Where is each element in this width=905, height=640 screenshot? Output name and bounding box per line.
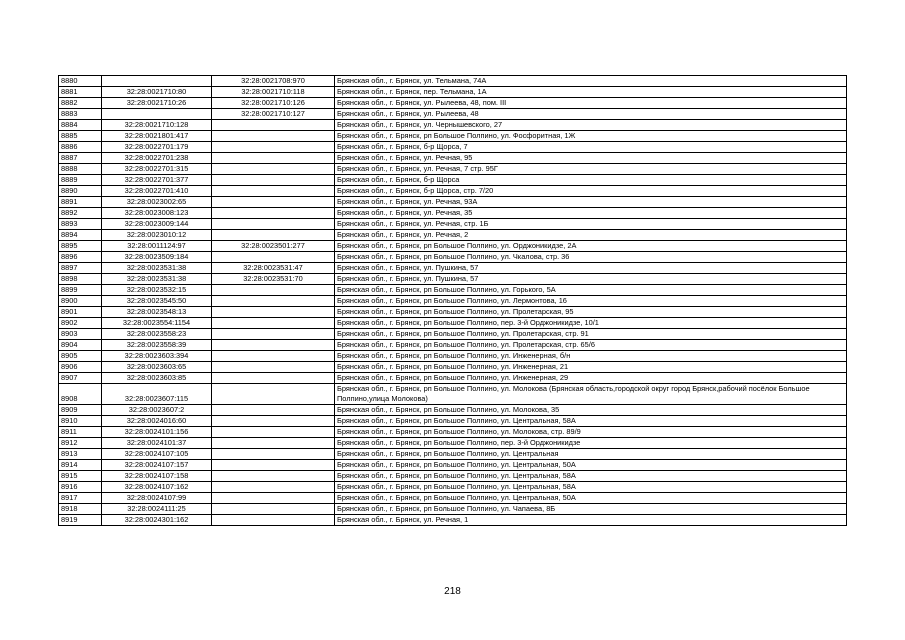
related-cadastral-number-cell <box>212 197 335 208</box>
cadastral-number-cell: 32:28:0023607:115 <box>102 384 212 405</box>
cadastral-number-cell: 32:28:0023607:2 <box>102 405 212 416</box>
address-cell: Брянская обл., г. Брянск, рп Большое Полпино, ул. Центральная, 50А <box>335 493 847 504</box>
table-row <box>59 340 847 351</box>
row-number-cell: 8895 <box>59 241 102 252</box>
cadastral-number-cell <box>102 109 212 120</box>
related-cadastral-number-cell <box>212 329 335 340</box>
row-number-cell: 8898 <box>59 274 102 285</box>
related-cadastral-number-cell <box>212 362 335 373</box>
address-cell: Брянская обл., г. Брянск, рп Большое Полпино, пер. 3-й Орджоникидзе <box>335 438 847 449</box>
cadastral-number-cell: 32:28:0021710:26 <box>102 98 212 109</box>
table-row <box>59 230 847 241</box>
address-cell: Брянская обл., г. Брянск, рп Большое Полпино, ул. Центральная <box>335 449 847 460</box>
related-cadastral-number-cell <box>212 438 335 449</box>
table-row <box>59 460 847 471</box>
row-number-cell: 8880 <box>59 76 102 87</box>
row-number-cell: 8883 <box>59 109 102 120</box>
table-row <box>59 186 847 197</box>
address-cell: Брянская обл., г. Брянск, рп Большое Полпино, ул. Инженерная, б/н <box>335 351 847 362</box>
related-cadastral-number-cell <box>212 384 335 405</box>
cadastral-number-cell: 32:28:0024107:157 <box>102 460 212 471</box>
cadastral-number-cell: 32:28:0023548:13 <box>102 307 212 318</box>
cadastral-number-cell: 32:28:0022701:410 <box>102 186 212 197</box>
related-cadastral-number-cell <box>212 208 335 219</box>
table-row <box>59 153 847 164</box>
address-cell: Брянская обл., г. Брянск, рп Большое Полпино, ул. Пролетарская, стр. 91 <box>335 329 847 340</box>
table-row <box>59 307 847 318</box>
table-row <box>59 98 847 109</box>
row-number-cell: 8892 <box>59 208 102 219</box>
related-cadastral-number-cell <box>212 252 335 263</box>
related-cadastral-number-cell <box>212 230 335 241</box>
row-number-cell: 8902 <box>59 318 102 329</box>
cadastral-number-cell: 32:28:0023531:38 <box>102 263 212 274</box>
cadastral-number-cell: 32:28:0023002:65 <box>102 197 212 208</box>
table-row <box>59 482 847 493</box>
related-cadastral-number-cell: 32:28:0021708:970 <box>212 76 335 87</box>
row-number-cell: 8904 <box>59 340 102 351</box>
related-cadastral-number-cell <box>212 186 335 197</box>
related-cadastral-number-cell: 32:28:0023501:277 <box>212 241 335 252</box>
row-number-cell: 8890 <box>59 186 102 197</box>
table-row <box>59 296 847 307</box>
related-cadastral-number-cell <box>212 164 335 175</box>
table-row <box>59 241 847 252</box>
address-cell: Брянская обл., г. Брянск, рп Большое Полпино, ул. Пролетарская, стр. 65/6 <box>335 340 847 351</box>
related-cadastral-number-cell <box>212 427 335 438</box>
related-cadastral-number-cell <box>212 120 335 131</box>
cadastral-number-cell: 32:28:0024107:99 <box>102 493 212 504</box>
row-number-cell: 8910 <box>59 416 102 427</box>
cadastral-number-cell: 32:28:0023603:394 <box>102 351 212 362</box>
row-number-cell: 8905 <box>59 351 102 362</box>
cadastral-number-cell: 32:28:0023603:85 <box>102 373 212 384</box>
table-row <box>59 131 847 142</box>
row-number-cell: 8896 <box>59 252 102 263</box>
related-cadastral-number-cell <box>212 153 335 164</box>
address-cell: Брянская обл., г. Брянск, ул. Рылеева, 48 <box>335 109 847 120</box>
row-number-cell: 8888 <box>59 164 102 175</box>
page-number: 218 <box>444 586 461 597</box>
address-cell: Брянская обл., г. Брянск, рп Большое Полпино, ул. Орджоникидзе, 2А <box>335 241 847 252</box>
address-cell: Брянская обл., г. Брянск, ул. Речная, 2 <box>335 230 847 241</box>
address-cell: Брянская обл., г. Брянск, рп Большое Полпино, ул. Лермонтова, 16 <box>335 296 847 307</box>
row-number-cell: 8891 <box>59 197 102 208</box>
row-number-cell: 8913 <box>59 449 102 460</box>
cadastral-number-cell: 32:28:0021801:417 <box>102 131 212 142</box>
related-cadastral-number-cell <box>212 307 335 318</box>
address-cell: Брянская обл., г. Брянск, ул. Речная, 95 <box>335 153 847 164</box>
cadastral-number-cell: 32:28:0023009:144 <box>102 219 212 230</box>
row-number-cell: 8907 <box>59 373 102 384</box>
row-number-cell: 8911 <box>59 427 102 438</box>
related-cadastral-number-cell: 32:28:0021710:118 <box>212 87 335 98</box>
table-row <box>59 109 847 120</box>
address-cell: Брянская обл., г. Брянск, ул. Речная, 93А <box>335 197 847 208</box>
address-cell: Брянская обл., г. Брянск, б-р Щорса, стр. 7/20 <box>335 186 847 197</box>
cadastral-number-cell: 32:28:0023509:184 <box>102 252 212 263</box>
table-row <box>59 252 847 263</box>
address-cell: Брянская обл., г. Брянск, рп Большое Полпино, пер. 3-й Орджоникидзе, 10/1 <box>335 318 847 329</box>
cadastral-number-cell: 32:28:0021710:80 <box>102 87 212 98</box>
address-cell: Брянская обл., г. Брянск, ул. Пушкина, 57 <box>335 263 847 274</box>
cadastral-number-cell: 32:28:0024111:25 <box>102 504 212 515</box>
row-number-cell: 8916 <box>59 482 102 493</box>
register-table-body <box>59 76 847 526</box>
cadastral-number-cell: 32:28:0024107:158 <box>102 471 212 482</box>
table-row <box>59 493 847 504</box>
address-cell: Брянская обл., г. Брянск, ул. Речная, 1 <box>335 515 847 526</box>
cadastral-number-cell: 32:28:0023558:39 <box>102 340 212 351</box>
property-register-table <box>58 75 847 526</box>
table-row <box>59 175 847 186</box>
cadastral-number-cell: 32:28:0023008:123 <box>102 208 212 219</box>
table-row <box>59 427 847 438</box>
cadastral-number-cell: 32:28:0023010:12 <box>102 230 212 241</box>
related-cadastral-number-cell <box>212 515 335 526</box>
address-cell: Брянская обл., г. Брянск, рп Большое Полпино, ул. Горького, 5А <box>335 285 847 296</box>
cadastral-number-cell: 32:28:0024101:156 <box>102 427 212 438</box>
address-cell: Брянская обл., г. Брянск, рп Большое Полпино, ул. Фосфоритная, 1Ж <box>335 131 847 142</box>
address-cell: Брянская обл., г. Брянск, рп Большое Полпино, ул. Молокова, 35 <box>335 405 847 416</box>
related-cadastral-number-cell <box>212 175 335 186</box>
table-row <box>59 515 847 526</box>
table-row <box>59 318 847 329</box>
row-number-cell: 8906 <box>59 362 102 373</box>
address-cell: Брянская обл., г. Брянск, пер. Тельмана, 1А <box>335 87 847 98</box>
address-cell: Брянская обл., г. Брянск, рп Большое Полпино, ул. Центральная, 58А <box>335 416 847 427</box>
cadastral-number-cell: 32:28:0023554:1154 <box>102 318 212 329</box>
address-cell: Брянская обл., г. Брянск, рп Большое Полпино, ул. Чапаева, 8Б <box>335 504 847 515</box>
table-row <box>59 285 847 296</box>
cadastral-number-cell: 32:28:0023603:65 <box>102 362 212 373</box>
row-number-cell: 8912 <box>59 438 102 449</box>
cadastral-number-cell: 32:28:0022701:238 <box>102 153 212 164</box>
address-cell: Брянская обл., г. Брянск, рп Большое Полпино, ул. Чкалова, стр. 36 <box>335 252 847 263</box>
cadastral-number-cell: 32:28:0023558:23 <box>102 329 212 340</box>
address-cell: Брянская обл., г. Брянск, ул. Речная, 7 стр. 95Г <box>335 164 847 175</box>
related-cadastral-number-cell: 32:28:0023531:47 <box>212 263 335 274</box>
row-number-cell: 8889 <box>59 175 102 186</box>
address-cell: Брянская обл., г. Брянск, рп Большое Полпино, ул. Молокова (Брянская область,городской округ город Брянск,рабочий посёлок Большое Полпино,улица Молокова) <box>335 384 847 405</box>
related-cadastral-number-cell <box>212 318 335 329</box>
related-cadastral-number-cell <box>212 471 335 482</box>
table-row <box>59 416 847 427</box>
cadastral-number-cell: 32:28:0024301:162 <box>102 515 212 526</box>
related-cadastral-number-cell <box>212 460 335 471</box>
cadastral-number-cell <box>102 76 212 87</box>
related-cadastral-number-cell <box>212 405 335 416</box>
row-number-cell: 8881 <box>59 87 102 98</box>
row-number-cell: 8901 <box>59 307 102 318</box>
related-cadastral-number-cell <box>212 351 335 362</box>
table-row <box>59 384 847 405</box>
address-cell: Брянская обл., г. Брянск, рп Большое Полпино, ул. Центральная, 58А <box>335 482 847 493</box>
row-number-cell: 8897 <box>59 263 102 274</box>
related-cadastral-number-cell: 32:28:0021710:127 <box>212 109 335 120</box>
address-cell: Брянская обл., г. Брянск, ул. Рылеева, 48, пом. III <box>335 98 847 109</box>
table-row <box>59 329 847 340</box>
address-cell: Брянская обл., г. Брянск, ул. Речная, 35 <box>335 208 847 219</box>
row-number-cell: 8886 <box>59 142 102 153</box>
table-row <box>59 362 847 373</box>
row-number-cell: 8884 <box>59 120 102 131</box>
related-cadastral-number-cell: 32:28:0023531:70 <box>212 274 335 285</box>
related-cadastral-number-cell <box>212 493 335 504</box>
related-cadastral-number-cell <box>212 296 335 307</box>
table-row <box>59 120 847 131</box>
related-cadastral-number-cell <box>212 285 335 296</box>
table-row <box>59 263 847 274</box>
cadastral-number-cell: 32:28:0024016:60 <box>102 416 212 427</box>
related-cadastral-number-cell: 32:28:0021710:126 <box>212 98 335 109</box>
address-cell: Брянская обл., г. Брянск, б-р Щорса, 7 <box>335 142 847 153</box>
row-number-cell: 8900 <box>59 296 102 307</box>
cadastral-number-cell: 32:28:0011124:97 <box>102 241 212 252</box>
row-number-cell: 8894 <box>59 230 102 241</box>
related-cadastral-number-cell <box>212 416 335 427</box>
row-number-cell: 8903 <box>59 329 102 340</box>
address-cell: Брянская обл., г. Брянск, рп Большое Полпино, ул. Центральная, 58А <box>335 471 847 482</box>
cadastral-number-cell: 32:28:0021710:128 <box>102 120 212 131</box>
row-number-cell: 8909 <box>59 405 102 416</box>
row-number-cell: 8893 <box>59 219 102 230</box>
table-row <box>59 405 847 416</box>
cadastral-number-cell: 32:28:0024107:162 <box>102 482 212 493</box>
row-number-cell: 8899 <box>59 285 102 296</box>
row-number-cell: 8915 <box>59 471 102 482</box>
address-cell: Брянская обл., г. Брянск, ул. Речная, стр. 1Б <box>335 219 847 230</box>
table-row <box>59 164 847 175</box>
related-cadastral-number-cell <box>212 131 335 142</box>
related-cadastral-number-cell <box>212 142 335 153</box>
cadastral-number-cell: 32:28:0023545:50 <box>102 296 212 307</box>
related-cadastral-number-cell <box>212 340 335 351</box>
related-cadastral-number-cell <box>212 482 335 493</box>
cadastral-number-cell: 32:28:0022701:315 <box>102 164 212 175</box>
table-row <box>59 438 847 449</box>
row-number-cell: 8885 <box>59 131 102 142</box>
row-number-cell: 8914 <box>59 460 102 471</box>
related-cadastral-number-cell <box>212 449 335 460</box>
table-row <box>59 142 847 153</box>
cadastral-number-cell: 32:28:0024101:37 <box>102 438 212 449</box>
address-cell: Брянская обл., г. Брянск, рп Большое Полпино, ул. Молокова, стр. 89/9 <box>335 427 847 438</box>
address-cell: Брянская обл., г. Брянск, рп Большое Полпино, ул. Инженерная, 29 <box>335 373 847 384</box>
table-row <box>59 449 847 460</box>
cadastral-number-cell: 32:28:0022701:377 <box>102 175 212 186</box>
table-row <box>59 87 847 98</box>
row-number-cell: 8887 <box>59 153 102 164</box>
row-number-cell: 8908 <box>59 384 102 405</box>
address-cell: Брянская обл., г. Брянск, б-р Щорса <box>335 175 847 186</box>
cadastral-number-cell: 32:28:0023531:38 <box>102 274 212 285</box>
address-cell: Брянская обл., г. Брянск, ул. Тельмана, 74А <box>335 76 847 87</box>
address-cell: Брянская обл., г. Брянск, рп Большое Полпино, ул. Инженерная, 21 <box>335 362 847 373</box>
related-cadastral-number-cell <box>212 504 335 515</box>
table-row <box>59 197 847 208</box>
address-cell: Брянская обл., г. Брянск, рп Большое Полпино, ул. Центральная, 50А <box>335 460 847 471</box>
related-cadastral-number-cell <box>212 373 335 384</box>
table-row <box>59 471 847 482</box>
cadastral-number-cell: 32:28:0024107:105 <box>102 449 212 460</box>
related-cadastral-number-cell <box>212 219 335 230</box>
address-cell: Брянская обл., г. Брянск, ул. Чернышевского, 27 <box>335 120 847 131</box>
table-row <box>59 351 847 362</box>
address-cell: Брянская обл., г. Брянск, ул. Пушкина, 57 <box>335 274 847 285</box>
row-number-cell: 8882 <box>59 98 102 109</box>
table-row <box>59 274 847 285</box>
row-number-cell: 8917 <box>59 493 102 504</box>
table-row <box>59 76 847 87</box>
cadastral-number-cell: 32:28:0023532:15 <box>102 285 212 296</box>
table-row <box>59 504 847 515</box>
address-cell: Брянская обл., г. Брянск, рп Большое Полпино, ул. Пролетарская, 95 <box>335 307 847 318</box>
table-row <box>59 219 847 230</box>
row-number-cell: 8919 <box>59 515 102 526</box>
table-row <box>59 373 847 384</box>
row-number-cell: 8918 <box>59 504 102 515</box>
cadastral-number-cell: 32:28:0022701:179 <box>102 142 212 153</box>
table-row <box>59 208 847 219</box>
